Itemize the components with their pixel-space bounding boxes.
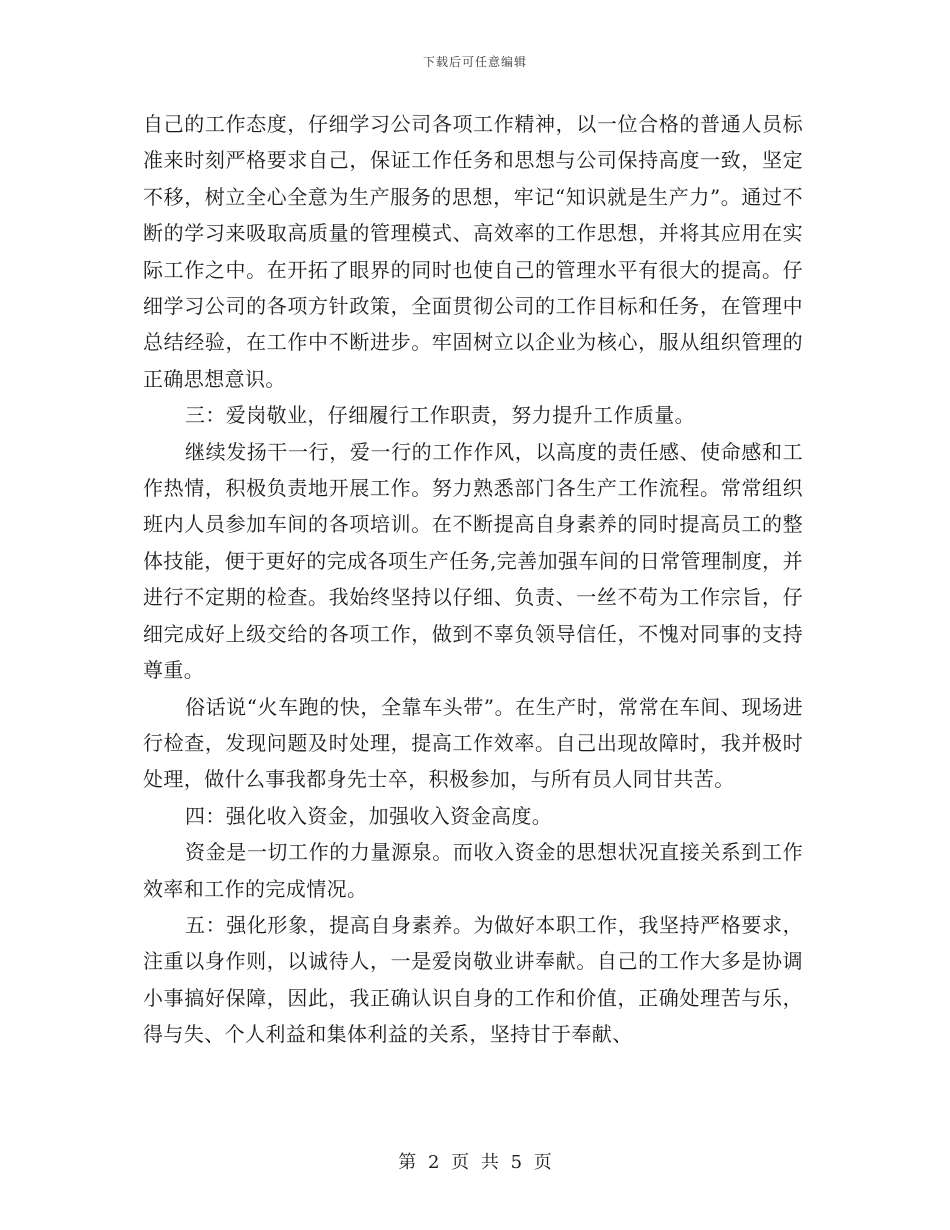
paragraph: 继续发扬干一行，爱一行的工作作风，以高度的责任感、使命感和工作热情，积极负责地开展工作。努力熟悉部门各生产工作流程。常常组织班内人员参加车间的各项培训。在不断提高自身素养的同时提高员工的整体技能，便于更好的完成各项生产任务,完善加强车间的日常管理制度，并进行不定期的检查。我始终坚持以仔细、负责、一丝不苟为工作宗旨，仔细完成好上级交给的各项工作，做到不辜负领导信任，不愧对同事的支持尊重。 [143, 439, 803, 683]
section-heading: 三：爱岗敬业，仔细履行工作职责，努力提升工作质量。 [185, 403, 695, 428]
section-heading: 四：强化收入资金，加强收入资金高度。 [185, 803, 553, 828]
paragraph: 五：强化形象，提高自身素养。为做好本职工作，我坚持严格要求，注重以身作则，以诚待人，一是爱岗敬业讲奉献。自己的工作大多是协调小事搞好保障，因此，我正确认识自身的工作和价值，正确处理苦与乐，得与失、个人利益和集体利益的关系，坚持甘于奉献、 [143, 912, 803, 1047]
document-body [143, 106, 803, 1053]
header-note: 下载后可任意编辑 [422, 55, 527, 69]
paragraph: 俗话说“火车跑的快，全靠车头带”。在生产时，常常在车间、现场进行检查，发现问题及时处理，提高工作效率。自己出现故障时，我并极时处理，做什么事我都身先士卒，积极参加，与所有员人同甘共苦。 [143, 694, 803, 792]
paragraph: 资金是一切工作的力量源泉。而收入资金的思想状况直接关系到工作效率和工作的完成情况。 [143, 840, 803, 901]
paragraph: 自己的工作态度，仔细学习公司各项工作精神，以一位合格的普通人员标准来时刻严格要求自己，保证工作任务和思想与公司保持高度一致，坚定不移，树立全心全意为生产服务的思想，牢记“知识就是生产力”。通过不断的学习来吸取高质量的管理模式、高效率的工作思想，并将其应用在实际工作之中。在开拓了眼界的同时也使自己的管理水平有很大的提高。仔细学习公司的各项方针政策，全面贯彻公司的工作目标和任务，在管理中总结经验，在工作中不断进步。牢固树立以企业为核心，服从组织管理的正确思想意识。 [143, 112, 803, 391]
page-number: 第 2 页 共 5 页 [398, 1152, 552, 1173]
